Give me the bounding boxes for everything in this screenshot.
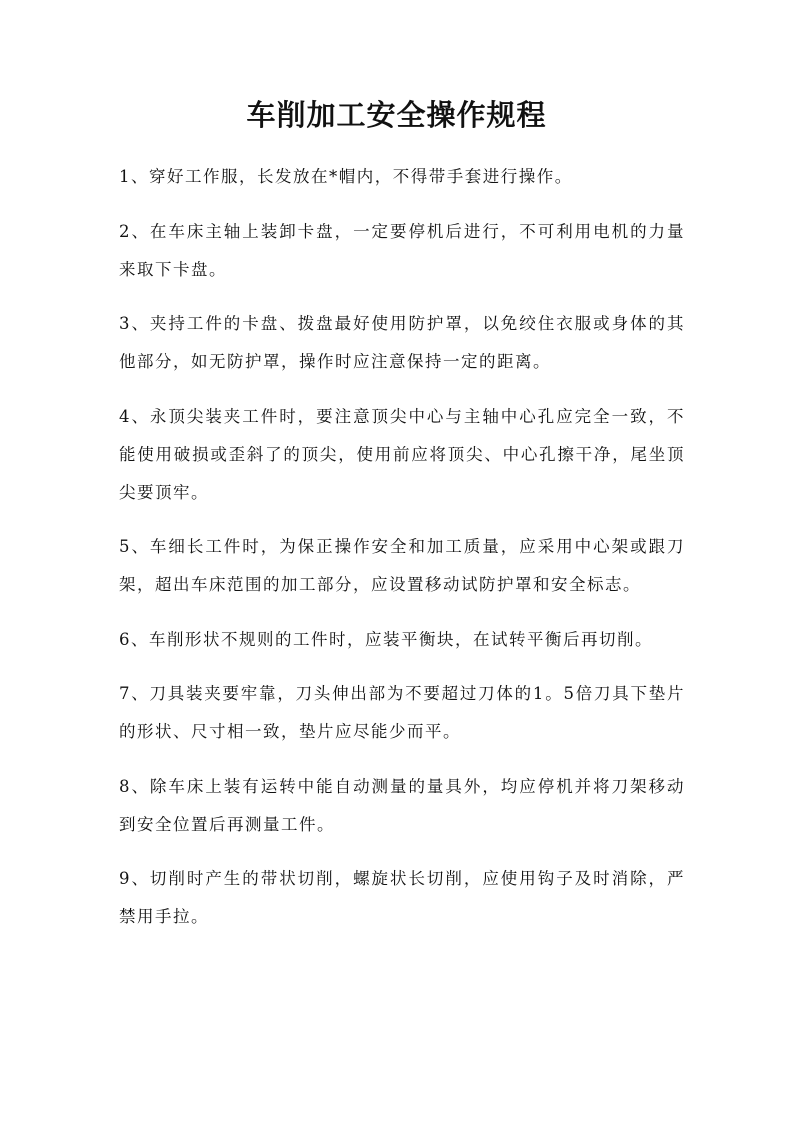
rule-paragraph-9: 9、切削时产生的带状切削，螺旋状长切削，应使用钩子及时消除，严禁用手拉。 xyxy=(119,869,685,926)
rule-paragraph-3: 3、夹持工件的卡盘、拨盘最好使用防护罩，以免绞住衣服或身体的其他部分，如无防护罩，操作时应注意保持一定的距离。 xyxy=(119,314,685,371)
rule-paragraph-4: 4、永顶尖装夹工件时，要注意顶尖中心与主轴中心孔应完全一致，不能使用破损或歪斜了的顶尖，使用前应将顶尖、中心孔擦干净，尾坐顶尖要顶牢。 xyxy=(119,406,685,502)
rule-paragraph-6: 6、车削形状不规则的工件时，应装平衡块，在试转平衡后再切削。 xyxy=(119,629,653,649)
rule-paragraph-7: 7、刀具装夹要牢靠，刀头伸出部为不要超过刀体的1。5倍刀具下垫片的形状、尺寸相一致，垫片应尽能少而平。 xyxy=(119,684,685,741)
rule-paragraph-8: 8、除车床上装有运转中能自动测量的量具外，均应停机并将刀架移动到安全位置后再测量工件。 xyxy=(119,776,685,834)
rule-paragraph-1: 1、穿好工作服，长发放在*帽内，不得带手套进行操作。 xyxy=(119,167,573,186)
rule-paragraph-5: 5、车细长工件时，为保正操作安全和加工质量，应采用中心架或跟刀架，超出车床范围的加工部分，应设置移动试防护罩和安全标志。 xyxy=(119,537,685,594)
rule-paragraph-2: 2、在车床主轴上装卸卡盘，一定要停机后进行，不可利用电机的力量来取下卡盘。 xyxy=(119,221,685,279)
document-body xyxy=(119,158,685,953)
document-title: 车削加工安全操作规程 xyxy=(246,98,547,132)
